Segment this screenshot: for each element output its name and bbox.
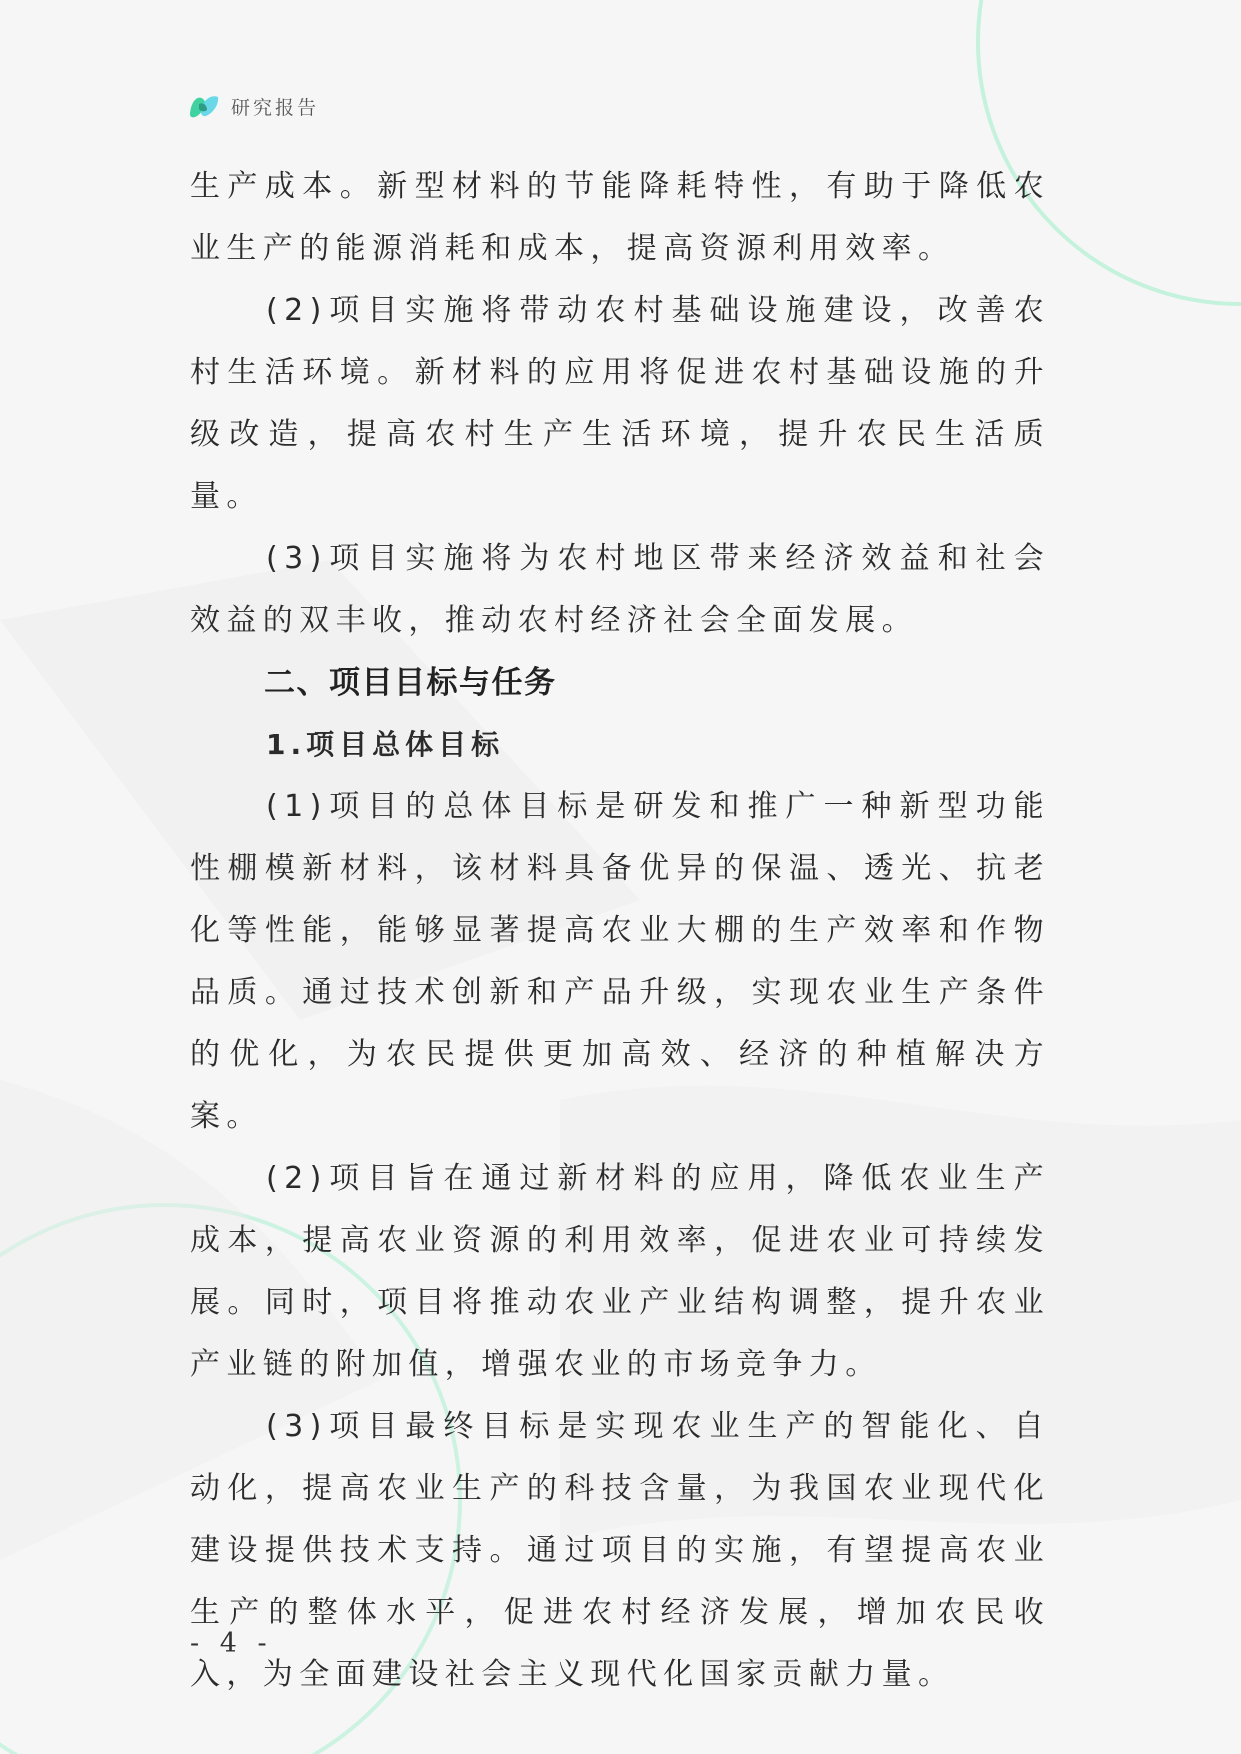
goal-paragraph: (2)项目旨在通过新材料的应用，降低农业生产成本，提高农业资源的利用效率，促进农业可持续发展。同时，项目将推动农业产业结构调整，提升农业产业链的附加值，增强农业的市场竞争力。 xyxy=(190,1161,1050,1382)
document-body xyxy=(190,156,1050,1706)
goal-paragraph: (3)项目最终目标是实现农业生产的智能化、自动化，提高农业生产的科技含量，为我国农业现代化建设提供技术支持。通过项目的实施，有望提高农业生产的整体水平，促进农村经济发展，增加农民收入，为全面建设社会主义现代化国家贡献力量。 xyxy=(190,1409,1050,1692)
body-paragraph: (2)项目实施将带动农村基础设施建设，改善农村生活环境。新材料的应用将促进农村基础设施的升级改造，提高农村生产生活环境，提升农民生活质量。 xyxy=(190,293,1050,514)
goal-paragraph: (1)项目的总体目标是研发和推广一种新型功能性棚模新材料，该材料具备优异的保温、透光、抗老化等性能，能够显著提高农业大棚的生产效率和作物品质。通过技术创新和产品升级，实现农业生产条件的优化，为农民提供更加高效、经济的种植解决方案。 xyxy=(190,789,1050,1134)
header-title: 研究报告 xyxy=(231,96,320,119)
body-paragraph: 生产成本。新型材料的节能降耗特性，有助于降低农业生产的能源消耗和成本，提高资源利用效率。 xyxy=(190,169,1050,266)
leaf-swirl-logo-icon xyxy=(187,90,221,122)
report-header xyxy=(187,88,319,124)
page-number: - 4 - xyxy=(190,1628,273,1659)
subsection-heading: 1.项目总体目标 xyxy=(266,728,505,761)
body-paragraph: (3)项目实施将为农村地区带来经济效益和社会效益的双丰收，推动农村经济社会全面发展。 xyxy=(190,541,1050,638)
section-heading: 二、项目目标与任务 xyxy=(264,665,557,701)
